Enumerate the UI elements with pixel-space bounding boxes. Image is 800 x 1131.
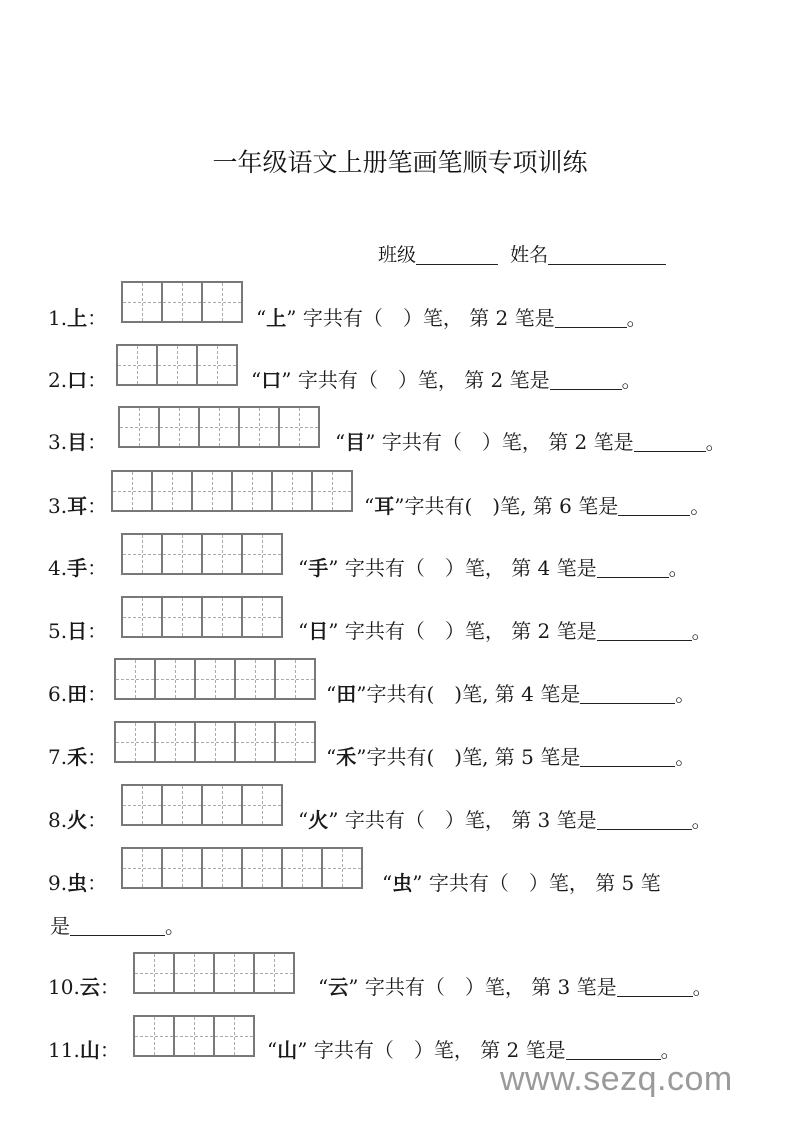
class-label: 班级: [378, 244, 417, 266]
watermark: www.sezq.com: [500, 1060, 733, 1098]
class-field[interactable]: [416, 244, 498, 265]
answer-blank[interactable]: [70, 915, 165, 936]
writing-grid[interactable]: [116, 344, 238, 386]
student-info: [378, 240, 666, 267]
writing-grid[interactable]: [121, 533, 283, 575]
answer-blank[interactable]: [550, 369, 622, 390]
writing-grid[interactable]: [114, 721, 316, 763]
writing-grid[interactable]: [133, 952, 295, 994]
answer-blank[interactable]: [580, 683, 675, 704]
writing-grid[interactable]: [121, 847, 363, 889]
answer-blank[interactable]: [617, 976, 693, 997]
name-field[interactable]: [548, 244, 666, 265]
writing-grid[interactable]: [133, 1015, 255, 1057]
answer-blank[interactable]: [597, 809, 692, 830]
answer-blank[interactable]: [597, 620, 692, 641]
page-title: 一年级语文上册笔画笔顺专项训练: [212, 148, 588, 177]
writing-grid[interactable]: [114, 658, 316, 700]
answer-blank[interactable]: [580, 746, 675, 767]
answer-blank[interactable]: [597, 557, 669, 578]
writing-grid[interactable]: [121, 281, 243, 323]
answer-blank[interactable]: [634, 431, 706, 452]
writing-grid[interactable]: [118, 406, 320, 448]
answer-blank[interactable]: [555, 307, 627, 328]
name-label: 姓名: [510, 244, 549, 266]
writing-grid[interactable]: [111, 470, 353, 512]
answer-blank[interactable]: [566, 1039, 661, 1060]
writing-grid[interactable]: [121, 784, 283, 826]
writing-grid[interactable]: [121, 596, 283, 638]
answer-blank[interactable]: [618, 495, 690, 516]
